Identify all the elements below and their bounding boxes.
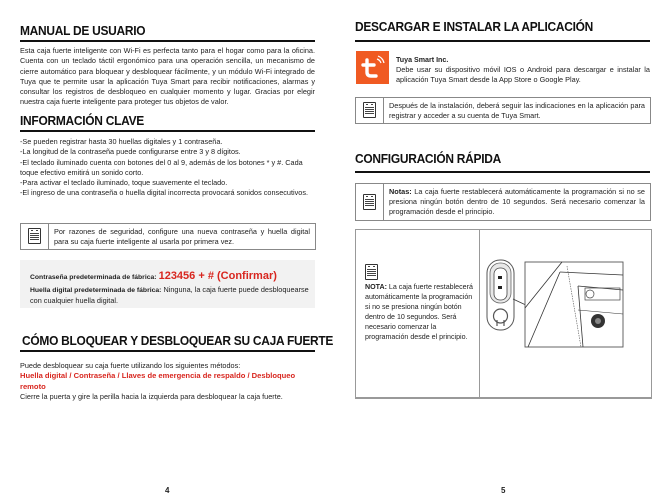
- fingerprint-label: Huella digital predeterminada de fábrica:: [30, 287, 162, 294]
- keypad-safe-illustration: [480, 230, 650, 395]
- note-icon: [363, 102, 376, 118]
- key-info-item: -Se pueden registrar hasta 30 huellas digitales y 1 contraseña.: [20, 137, 223, 146]
- install-note-text: Después de la instalación, deberá seguir las indicaciones en la aplicación para registrar y acceder a su cuenta de Tuya Smart.: [389, 101, 645, 120]
- note-icon: [365, 264, 378, 280]
- security-note-text: Por razones de seguridad, configure una nueva contraseña y huella digital para su caja fuerte inteligente al usarla por primera vez.: [54, 227, 310, 246]
- key-info-item: -El ingreso de una contraseña o huella digital incorrecta provocará sonidos consecutivos.: [20, 188, 308, 198]
- download-title: DESCARGAR E INSTALAR LA APLICACIÓN: [355, 19, 594, 34]
- key-info-item: -El teclado iluminado cuenta con botones del 0 al 9, además de los botones * y #. Cada toque efectivo emitirá un sonido corto.: [20, 157, 303, 177]
- note-icon: [363, 194, 376, 210]
- key-info-item: -La longitud de la contraseña puede configurarse entre 3 y 8 dígitos.: [20, 147, 241, 157]
- download-text: Debe usar su dispositivo móvil IOS o Android para descargar e instalar la aplicación Tuya Smart desde la App Store o Google Play.: [396, 65, 650, 84]
- safe-interior-icon: [525, 262, 623, 347]
- note-icon: [28, 228, 41, 244]
- install-note: [355, 97, 651, 124]
- title-rule: [20, 350, 315, 352]
- keypad-icon: [487, 260, 514, 330]
- diagram-note-label: NOTA:: [365, 283, 387, 291]
- setup-diagram: [355, 229, 652, 399]
- title-rule: [20, 130, 315, 132]
- title-rule: [355, 40, 650, 42]
- page-5: [335, 0, 670, 502]
- quick-setup-note: [355, 183, 651, 221]
- company-name: Tuya Smart Inc.: [396, 56, 449, 64]
- title-rule: [20, 40, 315, 42]
- quick-setup-note-text: La caja fuerte restablecerá automáticamente la programación si no se presiona ningún botón dentro de 10 segundos. Será necesario comenzar la programación desde el principio.: [389, 187, 645, 216]
- tuya-logo-icon: [356, 51, 389, 84]
- note-label: Notas:: [389, 187, 412, 196]
- tuya-app-icon: [356, 51, 389, 84]
- lock-unlock-intro: Puede desbloquear su caja fuerte utilizando los siguientes métodos:: [20, 361, 241, 370]
- factory-defaults: [20, 260, 315, 308]
- page-number: 5: [501, 486, 506, 495]
- key-info-list: [20, 137, 315, 199]
- key-info-title: INFORMACIÓN CLAVE: [20, 113, 144, 128]
- security-note: [20, 223, 316, 250]
- lock-unlock-closing: Cierre la puerta y gire la perilla hacia la izquierda para desbloquear la caja fuerte.: [20, 391, 283, 401]
- page-number: 4: [165, 486, 170, 495]
- key-info-item: -Para activar el teclado iluminado, toque suavemente el teclado.: [20, 178, 228, 188]
- password-label: Contraseña predeterminada de fábrica:: [30, 274, 157, 281]
- title-rule: [355, 171, 650, 173]
- unlock-methods: Huella digital / Contraseña / Llaves de emergencia de respaldo / Desbloqueo remoto: [20, 371, 296, 391]
- manual-body: Esta caja fuerte inteligente con Wi-Fi es perfecta tanto para el hogar como para la oficina. Cuenta con un teclado táctil ergonómico para una operación sencilla, un mecanismo de cierre automático para bloquear y desbloquear fácilmente, y un módulo Wi-Fi integrado de Tuya que te permite usar la aplicación Tuya Smart para recibir notificaciones, alarmas y consultar los registros de desbloqueo en cualquier momento y lugar. Gracias por elegir nuestra caja fuerte inteligente para proteger tus objetos de valor.: [20, 46, 315, 107]
- lock-unlock-title: CÓMO BLOQUEAR Y DESBLOQUEAR SU CAJA FUERTE: [22, 333, 334, 348]
- default-password: 123456 + # (Confirmar): [158, 270, 277, 282]
- quick-setup-title: CONFIGURACIÓN RÁPIDA: [355, 151, 501, 166]
- diagram-note-text: La caja fuerte restablecerá automáticamente la programación si no se presiona ningún botón dentro de 10 segundos. Será necesario comenzar la programación desde el principio.: [365, 283, 473, 341]
- manual-title: MANUAL DE USUARIO: [20, 23, 146, 38]
- fingerprint-value: Ninguna, la caja fuerte puede desbloquearse con cualquier huella digital.: [30, 285, 309, 305]
